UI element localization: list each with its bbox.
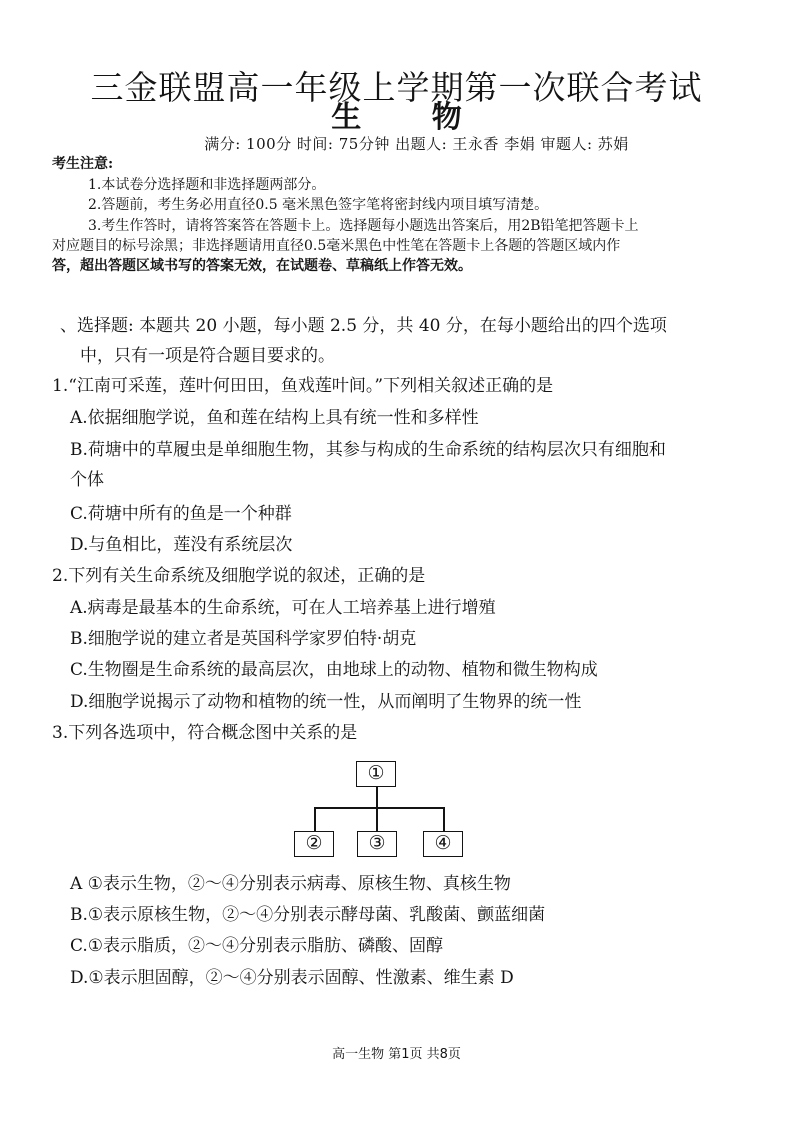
question-2-option-a: A.病毒是最基本的生命系统，可在人工培养基上进行增殖 [70, 598, 496, 618]
question-1-option-c: C.荷塘中所有的鱼是一个种群 [70, 504, 292, 524]
question-2-stem: 2.下列有关生命系统及细胞学说的叙述，正确的是 [52, 566, 426, 586]
diagram-connector-vertical [376, 787, 378, 808]
question-3-stem: 3.下列各选项中，符合概念图中关系的是 [52, 723, 358, 743]
section-heading-cont: 中，只有一项是符合题目要求的。 [80, 346, 335, 366]
question-1-option-b: B.荷塘中的草履虫是单细胞生物，其参与构成的生命系统的结构层次只有细胞和 [70, 440, 666, 460]
section-heading: 、选择题: 本题共 20 小题，每小题 2.5 分，共 40 分，在每小题给出的四个选项 [60, 316, 667, 336]
page-footer: 高一生物 第1页 共8页 [332, 1047, 461, 1062]
diagram-node-child: ④ [423, 831, 463, 857]
notice-heading: 考生注意: [52, 156, 114, 172]
question-3-option-c: C.①表示脂质，②～④分别表示脂肪、磷酸、固醇 [70, 936, 444, 956]
notice-item: 3.考生作答时，请将答案答在答题卡上。选择题每小题选出答案后，用2B铅笔把答题卡上 [88, 218, 639, 234]
question-1-option-b-cont: 个体 [70, 470, 104, 490]
question-1-option-d: D.与鱼相比，莲没有系统层次 [70, 535, 293, 555]
question-3-option-a: A ①表示生物，②～④分别表示病毒、原核生物、真核生物 [70, 874, 511, 894]
question-2-option-d: D.细胞学说揭示了动物和植物的统一性，从而阐明了生物界的统一性 [70, 692, 582, 712]
exam-title: 三金联盟高一年级上学期第一次联合考试 [90, 68, 703, 107]
diagram-connector-right [443, 807, 445, 831]
subject-title: 生 物 [331, 100, 492, 135]
question-1-stem: 1.“江南可采莲，莲叶何田田，鱼戏莲叶间。”下列相关叙述正确的是 [52, 376, 554, 396]
question-1-option-a: A.依据细胞学说，鱼和莲在结构上具有统一性和多样性 [70, 408, 479, 428]
notice-item: 2.答题前，考生务必用直径0.5 毫米黑色签字笔将密封线内项目填写清楚。 [88, 197, 549, 213]
diagram-connector-left [314, 807, 316, 831]
diagram-node-top: ① [356, 761, 396, 787]
question-3-option-b: B.①表示原核生物，②～④分别表示酵母菌、乳酸菌、颤蓝细菌 [70, 905, 546, 925]
diagram-connector-horizontal [314, 807, 444, 809]
exam-meta: 满分: 100分 时间: 75分钟 出题人: 王永香 李娟 审题人: 苏娟 [204, 135, 629, 153]
diagram-node-child: ③ [357, 831, 397, 857]
question-3-option-d: D.①表示胆固醇，②～④分别表示固醇、性激素、维生素 D [70, 968, 514, 988]
notice-item: 对应题目的标号涂黑；非选择题请用直径0.5毫米黑色中性笔在答题卡上各题的答题区域内作 [52, 238, 621, 254]
diagram-node-child: ② [294, 831, 334, 857]
question-2-option-c: C.生物圈是生命系统的最高层次，由地球上的动物、植物和微生物构成 [70, 660, 598, 680]
notice-item-bold: 答，超出答题区域书写的答案无效，在试题卷、草稿纸上作答无效。 [52, 258, 472, 274]
question-2-option-b: B.细胞学说的建立者是英国科学家罗伯特·胡克 [70, 629, 417, 649]
diagram-connector-middle [376, 807, 378, 831]
notice-item: 1.本试卷分选择题和非选择题两部分。 [88, 177, 326, 193]
